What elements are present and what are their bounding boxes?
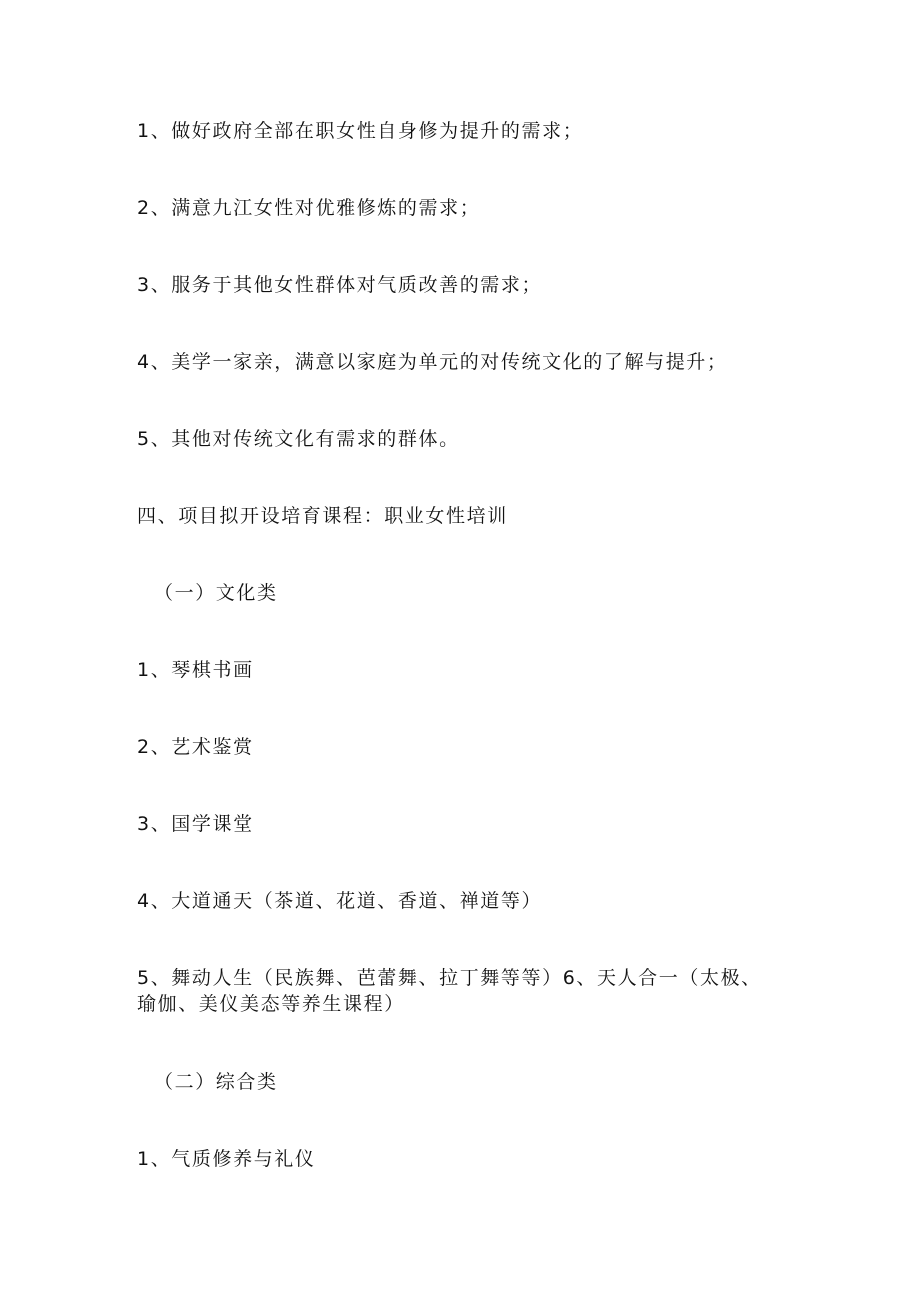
course-item-4: 4、大道通天（茶道、花道、香道、禅道等） [137,890,543,912]
course-item-5-6: 5、舞动人生（民族舞、芭蕾舞、拉丁舞等等）6、天人合一（太极、瑜伽、美仪美态等养生课程） [137,967,762,1015]
subsection-heading-comprehensive: （二）综合类 [154,1071,278,1093]
course-item-2: 2、艺术鉴赏 [137,736,254,758]
demand-item-4: 4、美学一家亲，满意以家庭为单元的对传统文化的了解与提升； [137,351,728,373]
demand-item-5: 5、其他对传统文化有需求的群体。 [137,428,460,450]
subsection-heading-culture: （一）文化类 [154,582,278,604]
comprehensive-item-1: 1、气质修养与礼仪 [137,1148,316,1170]
demand-item-1: 1、做好政府全部在职女性自身修为提升的需求； [137,120,584,142]
demand-item-3: 3、服务于其他女性群体对气质改善的需求； [137,274,543,296]
course-item-3: 3、国学课堂 [137,813,254,835]
demand-item-2: 2、满意九江女性对优雅修炼的需求； [137,197,481,219]
section-heading-courses: 四、项目拟开设培育课程：职业女性培训 [137,505,508,527]
course-item-1: 1、琴棋书画 [137,659,254,681]
